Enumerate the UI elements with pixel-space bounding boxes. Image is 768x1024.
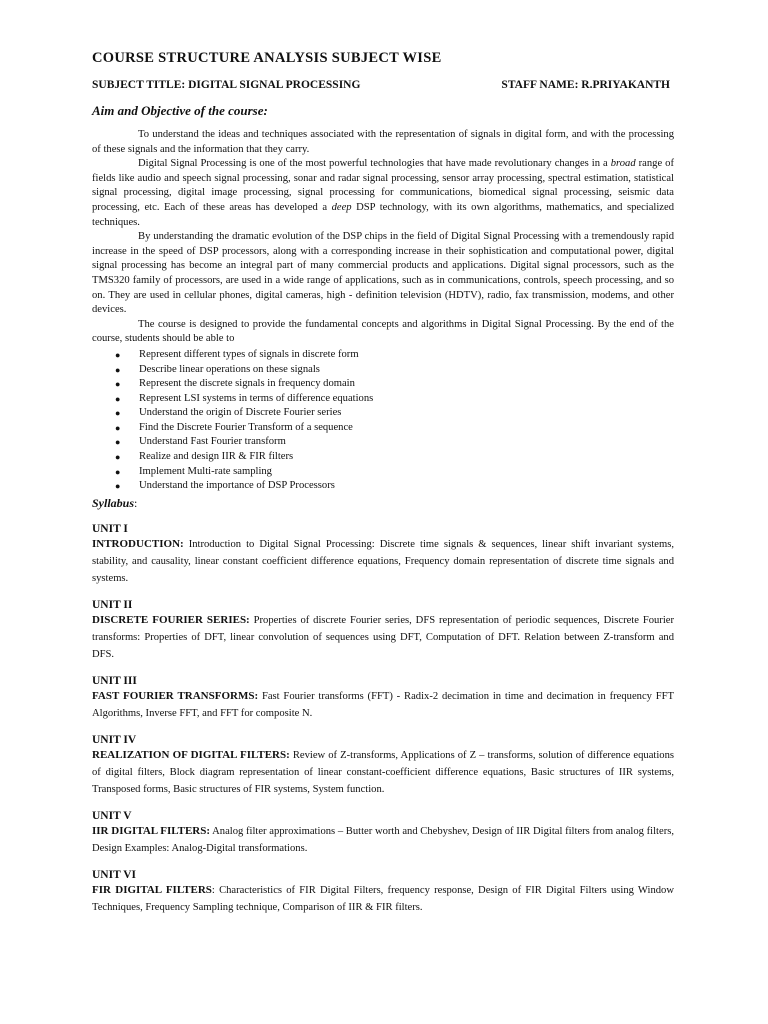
document-title: COURSE STRUCTURE ANALYSIS SUBJECT WISE [92,50,442,66]
unit-label: UNIT IV [92,733,137,746]
unit-body: FAST FOURIER TRANSFORMS: Fast Fourier transforms (FFT) - Radix-2 decimation in time and decimation in frequency FFT Algorithms, Inverse FFT, and FFT for composite N. [92,689,675,719]
bullet-icon: ● [115,422,121,433]
unit-label: UNIT III [92,674,137,687]
objective-item: ● Represent LSI systems in terms of difference equations [92,392,674,407]
aim-paragraph-1: To understand the ideas and techniques associated with the representation of signals in digital form, and with the processing of these signals and the information that they carry. [92,129,674,155]
subject-line [92,79,674,91]
aim-paragraph-3: By understanding the dramatic evolution of the DSP chips in the field of Digital Signal Processing with a tremendously rapid increase in the speed of DSP processors, along with a corresponding increase in their sophistication and computational power, digital signal processing has become an integral part of many commercial products and applications. Digital signal processors, such as the TMS320 family of processors, are used in a wide range of applications, such as in communications, controls, speech processing, and so on. They are used in cellular phones, digital cameras, high - definition television (HDTV), radio, fax transmission, modems, and other devices. [92,231,674,316]
bullet-icon: ● [115,452,121,463]
unit-label: UNIT I [92,522,128,535]
objectives-list [92,348,674,494]
objective-item: ● Represent the discrete signals in frequency domain [92,377,674,392]
objective-item: ● Implement Multi-rate sampling [92,465,674,480]
objective-item: ● Describe linear operations on these signals [92,363,674,378]
bullet-icon: ● [115,437,121,448]
syllabus-unit [92,675,674,722]
syllabus-heading: Syllabus: [92,495,138,510]
objective-item: ● Realize and design IIR & FIR filters [92,450,674,465]
bullet-icon: ● [115,349,121,360]
unit-topic: IIR DIGITAL FILTERS: [92,824,211,837]
staff-name: STAFF NAME: R.PRIYAKANTH [501,79,670,91]
subject-title: SUBJECT TITLE: DIGITAL SIGNAL PROCESSING [92,79,361,91]
unit-topic: FIR DIGITAL FILTERS [92,883,212,896]
aim-heading: Aim and Objective of the course: [92,103,268,118]
syllabus-unit [92,599,674,663]
unit-body: INTRODUCTION: Introduction to Digital Signal Processing: Discrete time signals & sequences, linear shift invariant systems, stability, and causality, linear constant coefficient difference equations, Frequency domain representation of discrete time signals and systems. [92,537,674,584]
objective-item: ● Understand the importance of DSP Processors [92,479,674,494]
unit-topic: REALIZATION OF DIGITAL FILTERS: [92,748,290,761]
syllabus-unit [92,734,674,798]
syllabus-unit [92,810,674,857]
aim-p2-text-c: DSP technology, with its own algorithms, mathematics, and specialized techniques. [92,201,675,228]
objective-item: ● Understand Fast Fourier transform [92,435,674,450]
unit-body: REALIZATION OF DIGITAL FILTERS: Review of Z-transforms, Applications of Z – transforms, solution of difference equations of digital filters, Block diagram representation of linear constant-coefficient difference equations, Basic structures of IIR systems, Transposed forms, Basic structures of FIR systems, System function. [92,748,675,795]
objective-item: ● Find the Discrete Fourier Transform of a sequence [92,421,674,436]
aim-p2-emphasis-broad: broad [610,158,636,170]
unit-label: UNIT VI [92,868,136,881]
syllabus-unit [92,869,674,916]
unit-label: UNIT V [92,809,132,822]
aim-paragraph-4: The course is designed to provide the fundamental concepts and algorithms in Digital Signal Processing. By the end of the course, students should be able to [92,318,674,345]
unit-topic: FAST FOURIER TRANSFORMS: [92,689,259,702]
aim-p2-text-b: range of fields like audio and speech signal processing, sonar and radar signal processing, sensor array processing, spectral estimation, statistical signal processing, digital image processing, signal processing for communications, biomedical signal processing, seismic data processing, etc. Each of these areas has developed a [92,158,674,213]
unit-topic: INTRODUCTION: [92,537,184,550]
bullet-icon: ● [115,364,121,375]
aim-p2-emphasis-deep: deep [331,201,352,213]
objective-item: ● Represent different types of signals in discrete form [92,348,674,363]
unit-topic: DISCRETE FOURIER SERIES: [92,613,250,626]
unit-body: DISCRETE FOURIER SERIES: Properties of discrete Fourier series, DFS representation of periodic sequences, Discrete Fourier transforms: Properties of DFT, linear convolution of sequences using DFT, Computation of DFT. Relation between Z-transform and DFS. [92,613,675,660]
unit-body: IIR DIGITAL FILTERS: Analog filter approximations – Butter worth and Chebyshev, Design of IIR Digital filters from analog filters, Design Examples: Analog-Digital transformations. [92,824,674,854]
unit-body: FIR DIGITAL FILTERS: Characteristics of FIR Digital Filters, frequency response, Design of FIR Digital Filters using Window Techniques, Frequency Sampling technique, Comparison of IIR & FIR filters. [92,883,674,913]
bullet-icon: ● [115,466,121,477]
aim-p2-text-a: Digital Signal Processing is one of the most powerful technologies that have made revolutionary changes in a [138,158,611,170]
unit-label: UNIT II [92,598,133,611]
bullet-icon: ● [115,379,121,390]
objective-item: ● Understand the origin of Discrete Fourier series [92,406,674,421]
syllabus-unit [92,523,674,587]
bullet-icon: ● [115,393,121,404]
bullet-icon: ● [115,408,121,419]
aim-paragraph-2 [92,157,674,230]
bullet-icon: ● [115,481,121,492]
